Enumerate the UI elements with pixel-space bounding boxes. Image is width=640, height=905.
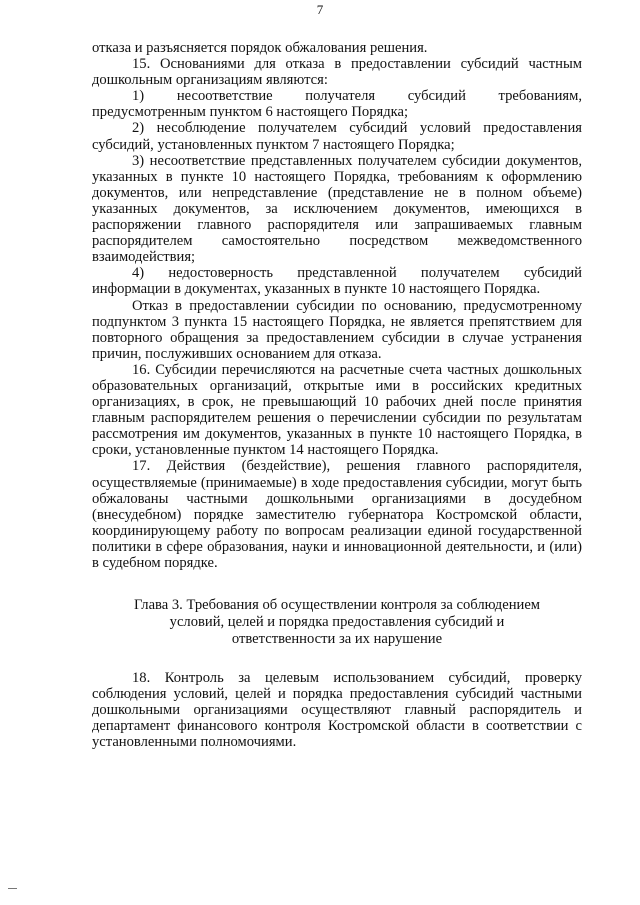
paragraph-refusal-note: Отказ в предоставлении субсидии по основанию, предусмотренному подпунктом 3 пункта 15 настоящего Порядка, не является препятствием для повторного обращения за предоставлением субсидии в случае устранения причин, послуживших основанием для отказа. — [92, 297, 582, 362]
paragraph-15: 15. Основаниями для отказа в предоставлении субсидий частным дошкольным организациям являются: — [92, 56, 582, 89]
paragraph-continuation: отказа и разъясняется порядок обжалования решения. — [92, 40, 428, 56]
paragraph-18: 18. Контроль за целевым использованием субсидий, проверку соблюдения условий, целей и порядка предоставления субсидий частными дошкольными организациями осуществляют главный распорядитель и департамент финансового контроля Костромской области в соответствии с установленными полномочиями. — [92, 670, 582, 751]
list-item-1: 1) несоответствие получателя субсидий требованиям, предусмотренным пунктом 6 настоящего Порядка; — [92, 88, 582, 121]
list-item-2: 2) несоблюдение получателем субсидий условий предоставления субсидий, установленных пунктом 7 настоящего Порядка; — [92, 120, 582, 153]
list-item-4: 4) недостоверность представленной получателем субсидий информации в документах, указанных в пункте 10 настоящего Порядка. — [92, 265, 582, 298]
paragraph-17: 17. Действия (бездействие), решения главного распорядителя, осуществляемые (принимаемые) в ходе предоставления субсидии, могут быть обжалованы частными дошкольными организациями в досудебном (внесудебном) порядке заместителю губернатора Костромской области, координирующему работу по вопросам реализации единой государственной политики в сфере образования, науки и инновационной деятельности, и (или) в судебном порядке. — [92, 458, 582, 571]
document-body — [92, 40, 582, 751]
margin-mark — [8, 888, 17, 889]
page-number: 7 — [316, 2, 324, 17]
paragraph-16: 16. Субсидии перечисляются на расчетные счета частных дошкольных образовательных организаций, открытые ими в российских кредитных организациях, в срок, не превышающий 10 рабочих дней после принятия главным распорядителем решения о перечислении субсидии по результатам рассмотрения им документов, указанных в пункте 10 настоящего Порядка, в сроки, установленные пунктом 14 настоящего Порядка. — [92, 361, 582, 459]
list-item-3: 3) несоответствие представленных получателем субсидии документов, указанных в пункте 10 настоящего Порядка, требованиям к оформлению документов, или непредставление (представление не в полном объеме) указанных документов, за исключением документов, имеющихся в распоряжении главного распорядителя или запрашиваемых главным распорядителем самостоятельно посредством межведомственного взаимодействия; — [92, 152, 582, 266]
chapter-heading: Глава 3. Требования об осуществлении контроля за соблюдением условий, целей и порядка предоставления субсидий и ответственности за их нарушение — [133, 597, 541, 648]
